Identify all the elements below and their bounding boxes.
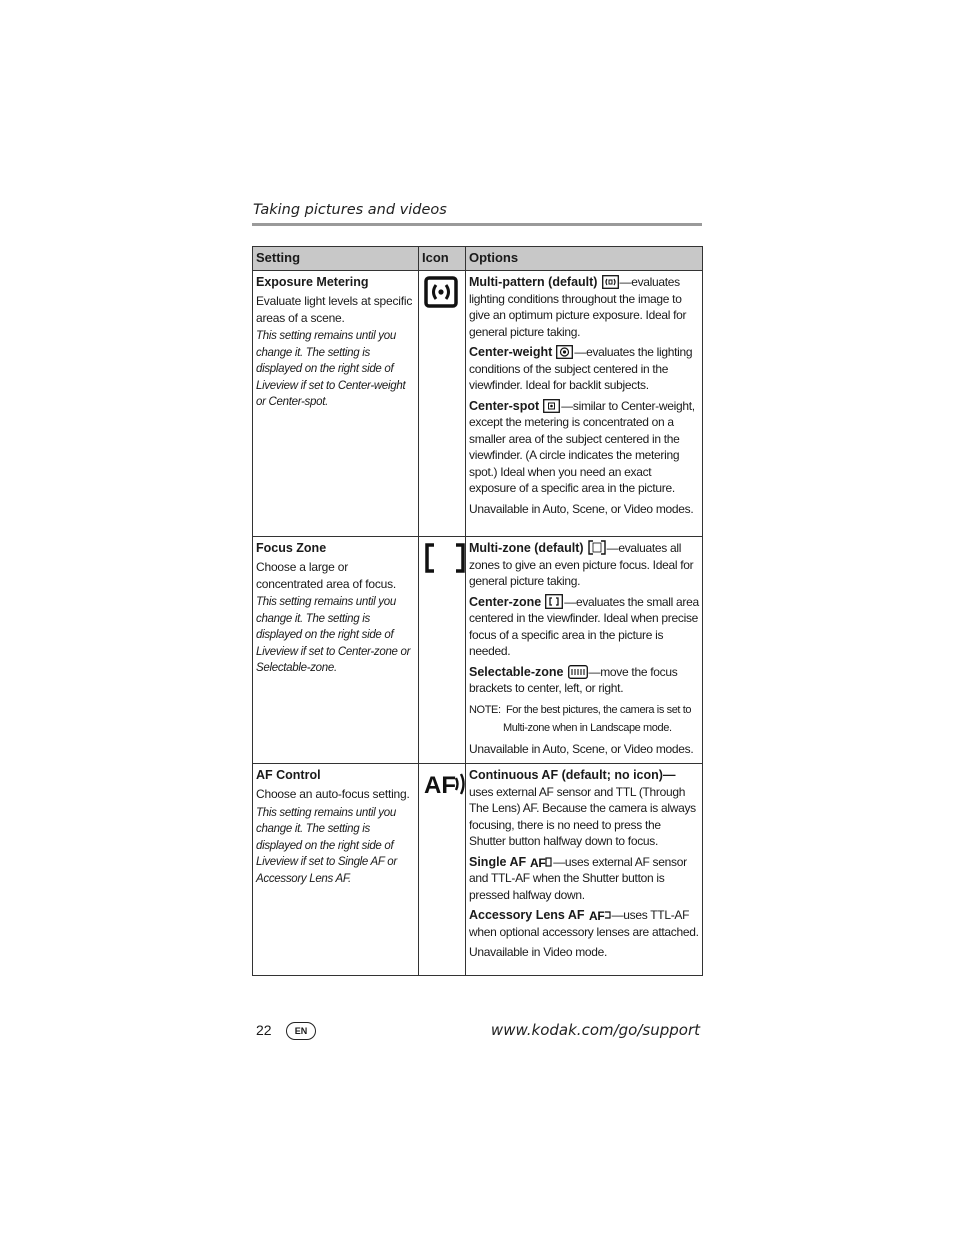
option-name: Center-zone — [469, 594, 542, 609]
setting-cell — [253, 271, 419, 537]
option-name: Continuous AF (default; no icon)— — [469, 768, 676, 782]
setting-cell — [253, 764, 419, 976]
page-number: 22 — [256, 1022, 272, 1038]
unavailable-note: Unavailable in Video mode. — [469, 945, 608, 959]
setting-cell — [253, 537, 419, 764]
landscape-note — [469, 701, 699, 737]
exposure-metering-icon — [424, 276, 458, 308]
note-continuation: Multi-zone when in Landscape mode. — [503, 721, 672, 734]
option-text: —uses TTL-AF when optional accessory lenses are attached. — [469, 908, 699, 939]
svg-text:AF: AF — [530, 855, 546, 869]
multi-pattern-icon — [602, 275, 619, 289]
accessory-lens-af-icon — [589, 908, 611, 922]
language-badge: EN — [286, 1022, 316, 1040]
header-icon: Icon — [419, 247, 466, 271]
icon-cell — [419, 764, 466, 976]
icon-cell — [419, 271, 466, 537]
center-spot-icon — [543, 399, 560, 413]
settings-table — [252, 246, 703, 976]
option-multi-pattern — [469, 274, 699, 340]
option-text: —evaluates lighting conditions throughout the image to give an optimum picture exposure. Ideal for general picture taking. — [469, 275, 687, 339]
option-name: Single AF — [469, 854, 527, 869]
table-row — [253, 271, 703, 537]
note-text: For the best pictures, the camera is set to — [505, 703, 692, 716]
options-cell — [466, 271, 703, 537]
option-center-zone — [469, 594, 699, 660]
svg-text:AF: AF — [588, 909, 605, 922]
option-center-spot — [469, 398, 699, 497]
option-name: Accessory Lens AF — [469, 908, 585, 922]
table-header-row — [253, 247, 703, 271]
setting-description: Choose a large or concentrated area of focus. — [256, 560, 397, 591]
running-head: Taking pictures and videos — [253, 202, 447, 218]
setting-description: Choose an auto-focus setting. — [256, 787, 410, 801]
option-single-af — [469, 854, 699, 904]
table-row — [253, 764, 703, 976]
setting-title: Exposure Metering — [256, 275, 369, 289]
option-accessory-lens-af — [469, 907, 699, 940]
option-selectable-zone — [469, 664, 699, 697]
table-row — [253, 537, 703, 764]
option-text: —similar to Center-weight, except the metering is concentrated on a smaller area of the subject centered in the viewfinder. (A circle indicates the metering spot.) Ideal when you need an exact exposure of a specific area in the picture. — [469, 398, 695, 495]
option-multi-zone — [469, 540, 699, 590]
options-cell — [466, 764, 703, 976]
unavailable-note: Unavailable in Auto, Scene, or Video modes. — [469, 741, 694, 756]
setting-description: Evaluate light levels at specific areas of a scene. — [256, 294, 413, 325]
setting-title: AF Control — [256, 768, 321, 782]
center-weight-icon — [556, 345, 573, 359]
center-zone-icon — [545, 594, 563, 609]
note-prefix: NOTE: — [469, 703, 501, 716]
option-name: Center-spot — [469, 398, 540, 413]
af-control-icon — [424, 769, 468, 799]
support-url[interactable]: www.kodak.com/go/support — [490, 1021, 700, 1039]
header-setting: Setting — [253, 247, 419, 271]
option-name: Selectable-zone — [469, 664, 564, 679]
header-rule — [252, 223, 702, 226]
option-name: Center-weight — [469, 345, 553, 359]
header-options: Options — [466, 247, 703, 271]
options-cell — [466, 537, 703, 764]
setting-note: This setting remains until you change it. The setting is displayed on the right side of Liveview if set to Single AF or Accessory Lens AF. — [256, 806, 397, 885]
option-center-weight — [469, 344, 699, 394]
icon-cell — [419, 537, 466, 764]
unavailable-note: Unavailable in Auto, Scene, or Video modes. — [469, 501, 694, 516]
multi-zone-icon — [588, 540, 606, 555]
option-text: uses external AF sensor and TTL (Through The Lens) AF. Because the camera is always focusing, there is no need to press the Shutter button halfway down to focus. — [469, 784, 696, 848]
svg-text:AF: AF — [424, 772, 456, 799]
option-text: —uses external AF sensor and TTL-AF when the Shutter button is pressed halfway down. — [469, 854, 687, 902]
option-name: Multi-zone (default) — [469, 541, 584, 555]
single-af-icon — [530, 855, 552, 869]
selectable-zone-icon — [568, 665, 588, 679]
option-text: —evaluates the lighting conditions of the subject centered in the viewfinder. Ideal for backlit subjects. — [469, 345, 693, 392]
setting-title: Focus Zone — [256, 541, 327, 555]
focus-zone-icon — [424, 542, 466, 574]
option-text: —move the focus brackets to center, left, or right. — [469, 664, 678, 695]
option-text: —evaluates all zones to give an even picture focus. Ideal for general picture taking. — [469, 541, 694, 588]
option-continuous-af — [469, 767, 699, 850]
option-name: Multi-pattern (default) — [469, 275, 598, 289]
setting-note: This setting remains until you change it. The setting is displayed on the right side of Liveview if set to Center-zone or Selectable-zone. — [256, 596, 411, 674]
setting-note: This setting remains until you change it. The setting is displayed on the right side of Liveview if set to Center-weight or Center-spot. — [256, 330, 406, 408]
option-text: —evaluates the small area centered in the viewfinder. Ideal when precise focus of a specific area in the picture is needed. — [469, 594, 699, 658]
